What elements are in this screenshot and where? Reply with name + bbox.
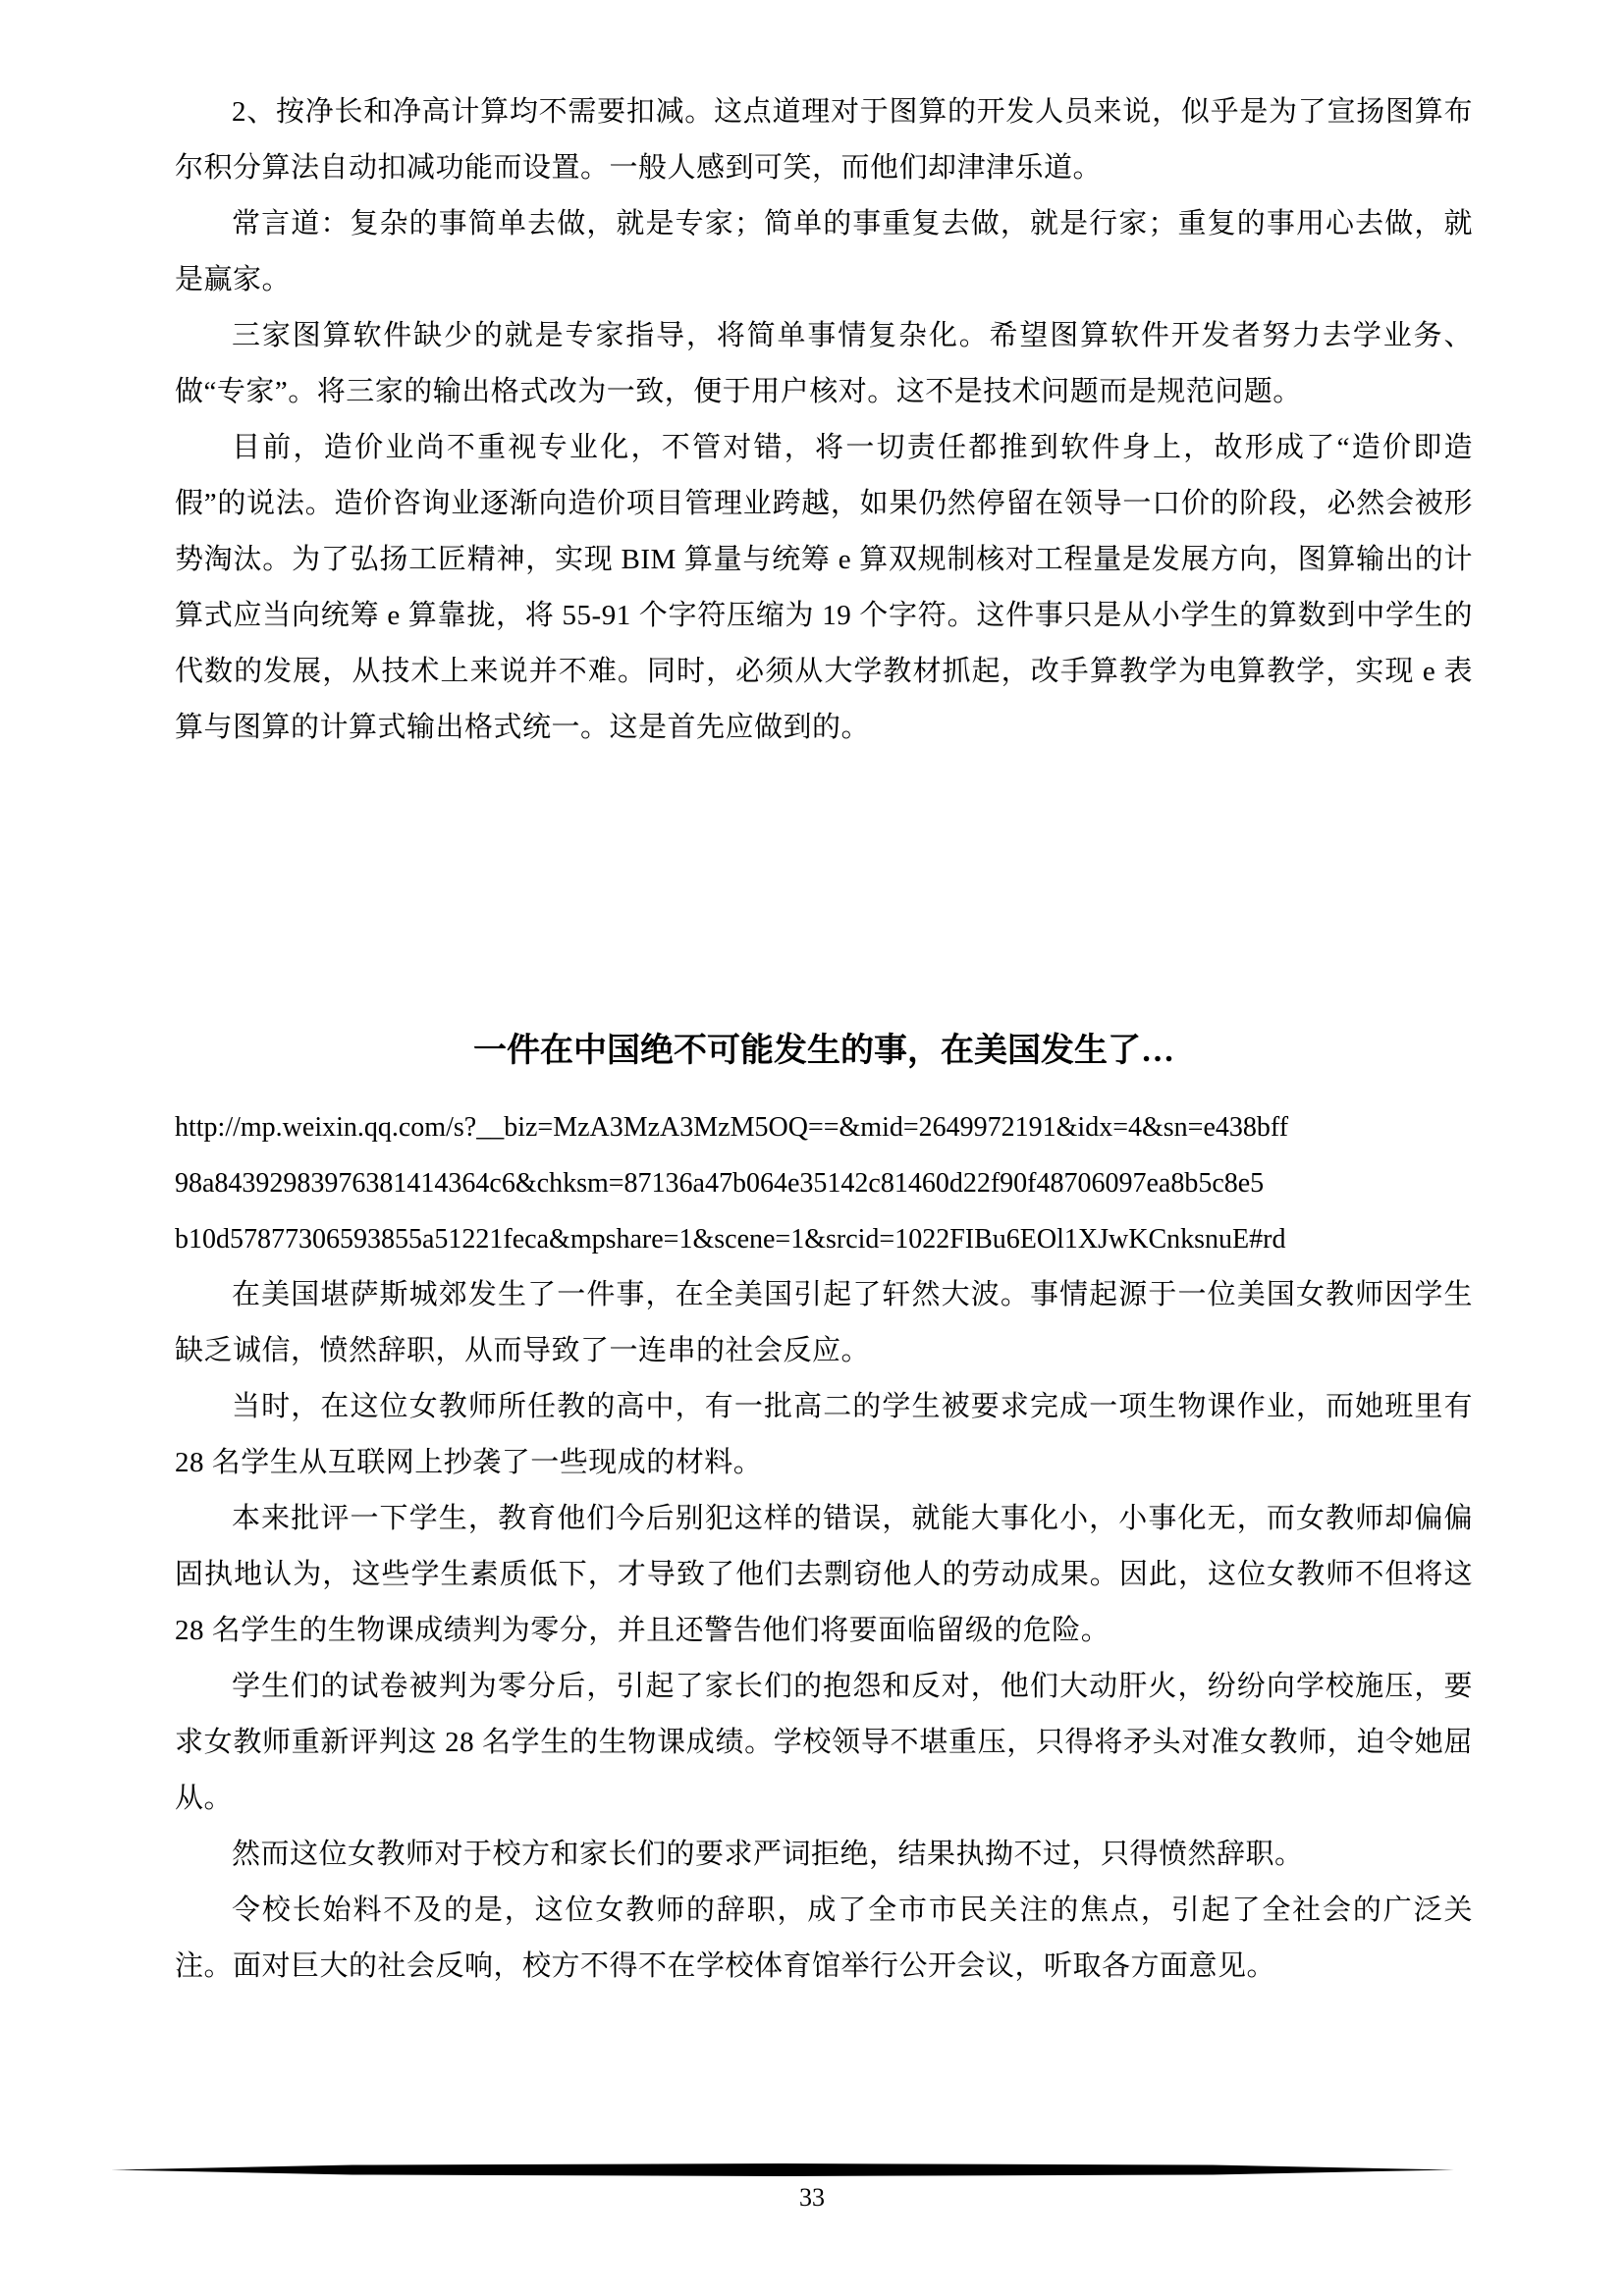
body-paragraph: 令校长始料不及的是，这位女教师的辞职，成了全市市民关注的焦点，引起了全社会的广泛关注。面对巨大的社会反响，校方不得不在学校体育馆举行公开会议，听取各方面意见。 xyxy=(175,1895,1473,1982)
document-body xyxy=(175,84,1473,1995)
article-title: 一件在中国绝不可能发生的事，在美国发生了… xyxy=(473,1033,1174,1069)
article-url-line: b10d57877306593855a51221feca&mpshare=1&scene=1&srcid=1022FIBu6EOl1XJwKCnksnuE#rd xyxy=(175,1224,1286,1255)
article-url-line: 98a84392983976381414364c6&chksm=87136a47b064e35142c81460d22f90f48706097ea8b5c8e5 xyxy=(175,1168,1265,1199)
article-url-line: http://mp.weixin.qq.com/s?__biz=MzA3MzA3MzM5OQ==&mid=2649972191&idx=4&sn=e438bff xyxy=(175,1112,1289,1143)
body-paragraph: 本来批评一下学生，教育他们今后别犯这样的错误，就能大事化小，小事化无，而女教师却偏偏固执地认为，这些学生素质低下，才导致了他们去剽窃他人的劳动成果。因此，这位女教师不但将这 28 名学生的生物课成绩判为零分，并且还警告他们将要面临留级的危险。 xyxy=(175,1503,1473,1646)
body-paragraph: 学生们的试卷被判为零分后，引起了家长们的抱怨和反对，他们大动肝火，纷纷向学校施压，要求女教师重新评判这 28 名学生的生物课成绩。学校领导不堪重压，只得将矛头对准女教师，迫令她屈从。 xyxy=(175,1671,1473,1814)
body-paragraph: 在美国堪萨斯城郊发生了一件事，在全美国引起了轩然大波。事情起源于一位美国女教师因学生缺乏诚信，愤然辞职，从而导致了一连串的社会反应。 xyxy=(175,1279,1473,1366)
body-paragraph: 三家图算软件缺少的就是专家指导，将简单事情复杂化。希望图算软件开发者努力去学业务、做“专家”。将三家的输出格式改为一致，便于用户核对。这不是技术问题而是规范问题。 xyxy=(175,320,1473,407)
body-paragraph: 2、按净长和净高计算均不需要扣减。这点道理对于图算的开发人员来说，似乎是为了宣扬图算布尔积分算法自动扣减功能而设置。一般人感到可笑，而他们却津津乐道。 xyxy=(175,96,1473,184)
body-paragraph: 目前，造价业尚不重视专业化，不管对错，将一切责任都推到软件身上，故形成了“造价即造假”的说法。造价咨询业逐渐向造价项目管理业跨越，如果仍然停留在领导一口价的阶段，必然会被形势淘汰。为了弘扬工匠精神，实现 BIM 算量与统筹 e 算双规制核对工程量是发展方向，图算输出的计算式应当向统筹 e 算靠拢，将 55-91 个字符压缩为 19 个字符。这件事只是从小学生的算数到中学生的代数的发展，从技术上来说并不难。同时，必须从大学教材抓起，改手算教学为电算教学，实现 e 表算与图算的计算式输出格式统一。这是首先应做到的。 xyxy=(175,432,1473,743)
footer-divider-shape xyxy=(111,2163,1454,2176)
page-number: 33 xyxy=(799,2183,825,2212)
body-paragraph: 然而这位女教师对于校方和家长们的要求严词拒绝，结果执拗不过，只得愤然辞职。 xyxy=(232,1839,1304,1870)
body-paragraph: 常言道：复杂的事简单去做，就是专家；简单的事重复去做，就是行家；重复的事用心去做，就是赢家。 xyxy=(175,208,1473,295)
body-paragraph: 当时，在这位女教师所任教的高中，有一批高二的学生被要求完成一项生物课作业，而她班里有 28 名学生从互联网上抄袭了一些现成的材料。 xyxy=(175,1391,1473,1478)
article-url xyxy=(175,1099,1473,1267)
footer-divider xyxy=(111,2163,1454,2176)
